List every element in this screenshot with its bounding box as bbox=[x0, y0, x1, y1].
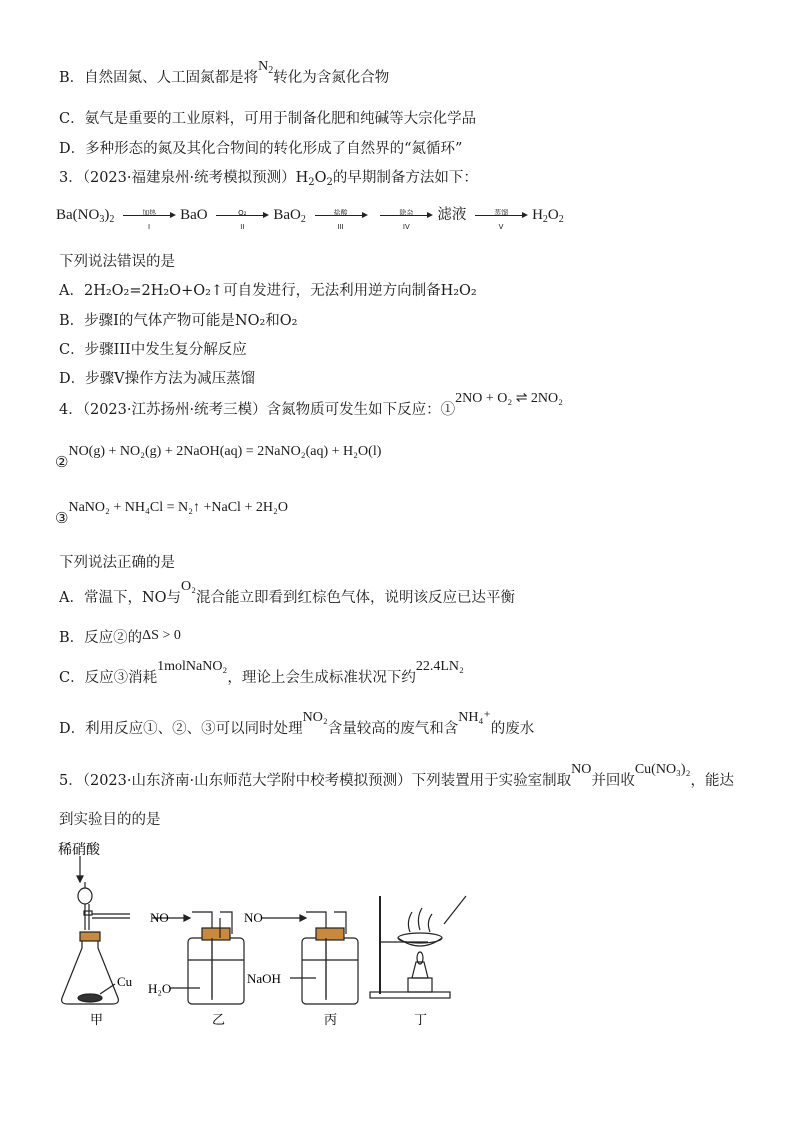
q3-option-b: B．步骤I的气体产物可能是NO₂和O₂ bbox=[59, 313, 298, 329]
q4-option-a: A．常温下，NO与O₂混合能立即看到红棕色气体，说明该反应已达平衡 bbox=[59, 579, 516, 606]
caption-yi: 乙 bbox=[212, 1012, 226, 1027]
caption-ding: 丁 bbox=[414, 1012, 428, 1027]
evaporation-setup-ding bbox=[370, 896, 466, 998]
route-arrow-3: 盐酸 III bbox=[313, 206, 369, 226]
q3-stem: 3．（2023·福建泉州·统考模拟预测）$H_2O_2$的早期制备方法如下： bbox=[59, 170, 478, 188]
route-arrow-4: 除杂 IV bbox=[378, 206, 434, 226]
no-label-yi: NO bbox=[150, 910, 169, 925]
q4-equation-1: 2NO + O₂ ⇌ 2NO₂ bbox=[455, 391, 564, 406]
no-label-bing: NO bbox=[244, 910, 263, 925]
q2-option-b: B．自然固氮、人工固氮都是将$N_2$转化为含氮化合物 bbox=[59, 59, 390, 86]
wash-bottle-bing bbox=[262, 912, 358, 1004]
apparatus-figure bbox=[40, 838, 480, 1028]
q4-equation-2: ②NO(g) + NO₂(g) + 2NaOH(aq) = 2NaNO₂(aq) + H₂O(l) bbox=[55, 444, 382, 471]
q3-question: 下列说法错误的是 bbox=[59, 254, 175, 270]
q3-option-d: D．步骤V操作方法为减压蒸馏 bbox=[59, 371, 256, 387]
route-arrow-5: 蒸馏 V bbox=[473, 206, 529, 226]
q4-equation-3: ③NaNO₂ + NH₄Cl = N₂↑ +NaCl + 2H₂O bbox=[55, 500, 288, 527]
q4-option-d: D．利用反应①、②、③可以同时处理NO₂含量较高的废气和含NH₄⁺的废水 bbox=[59, 710, 535, 737]
naoh-label: NaOH bbox=[247, 971, 281, 986]
acid-label: 稀硝酸 bbox=[58, 843, 100, 858]
q4-stem: 4．（2023·江苏扬州·统考三模）含氮物质可发生如下反应：①2NO + O₂ ⇌ 2NO₂ bbox=[59, 391, 564, 418]
q2-option-c: C．氨气是重要的工业原料，可用于制备化肥和纯碱等大宗化学品 bbox=[59, 111, 477, 127]
cu-label: Cu bbox=[117, 974, 133, 989]
route-arrow-2: O₂ II bbox=[214, 206, 270, 226]
q4-option-c: C．反应③消耗1molNaNO₂，理论上会生成标准状况下约22.4LN₂ bbox=[59, 659, 464, 686]
q2-option-d: D．多种形态的氮及其化合物间的转化形成了自然界的“氮循环” bbox=[59, 141, 463, 157]
caption-jia: 甲 bbox=[90, 1012, 104, 1027]
q5-stem-line2: 到实验目的的是 bbox=[59, 812, 161, 828]
caption-bing: 丙 bbox=[324, 1012, 338, 1027]
q3-option-a: A．2H₂O₂=2H₂O+O₂↑可自发进行，无法利用逆方向制备H₂O₂ bbox=[59, 283, 477, 299]
q5-stem: 5．（2023·山东济南·山东师范大学附中校考模拟预测）下列装置用于实验室制取NO并回收Cu(NO₃)₂，能达 bbox=[59, 762, 734, 789]
q4-question: 下列说法正确的是 bbox=[59, 555, 175, 571]
n2-formula: $N_2$ bbox=[258, 59, 274, 76]
q4-option-b: B．反应②的ΔS > 0 bbox=[59, 628, 181, 646]
q3-route: $Ba(NO_3)_2$ 加热 I BaO O₂ II BaO$_2$ 盐酸 III 除杂 IV 滤液 蒸馏 V $H_2O_2$ bbox=[56, 207, 564, 231]
q3-option-c: C．步骤III中发生复分解反应 bbox=[59, 342, 247, 358]
h2o-label: H₂O bbox=[148, 981, 172, 996]
route-arrow-1: 加热 I bbox=[121, 206, 177, 226]
